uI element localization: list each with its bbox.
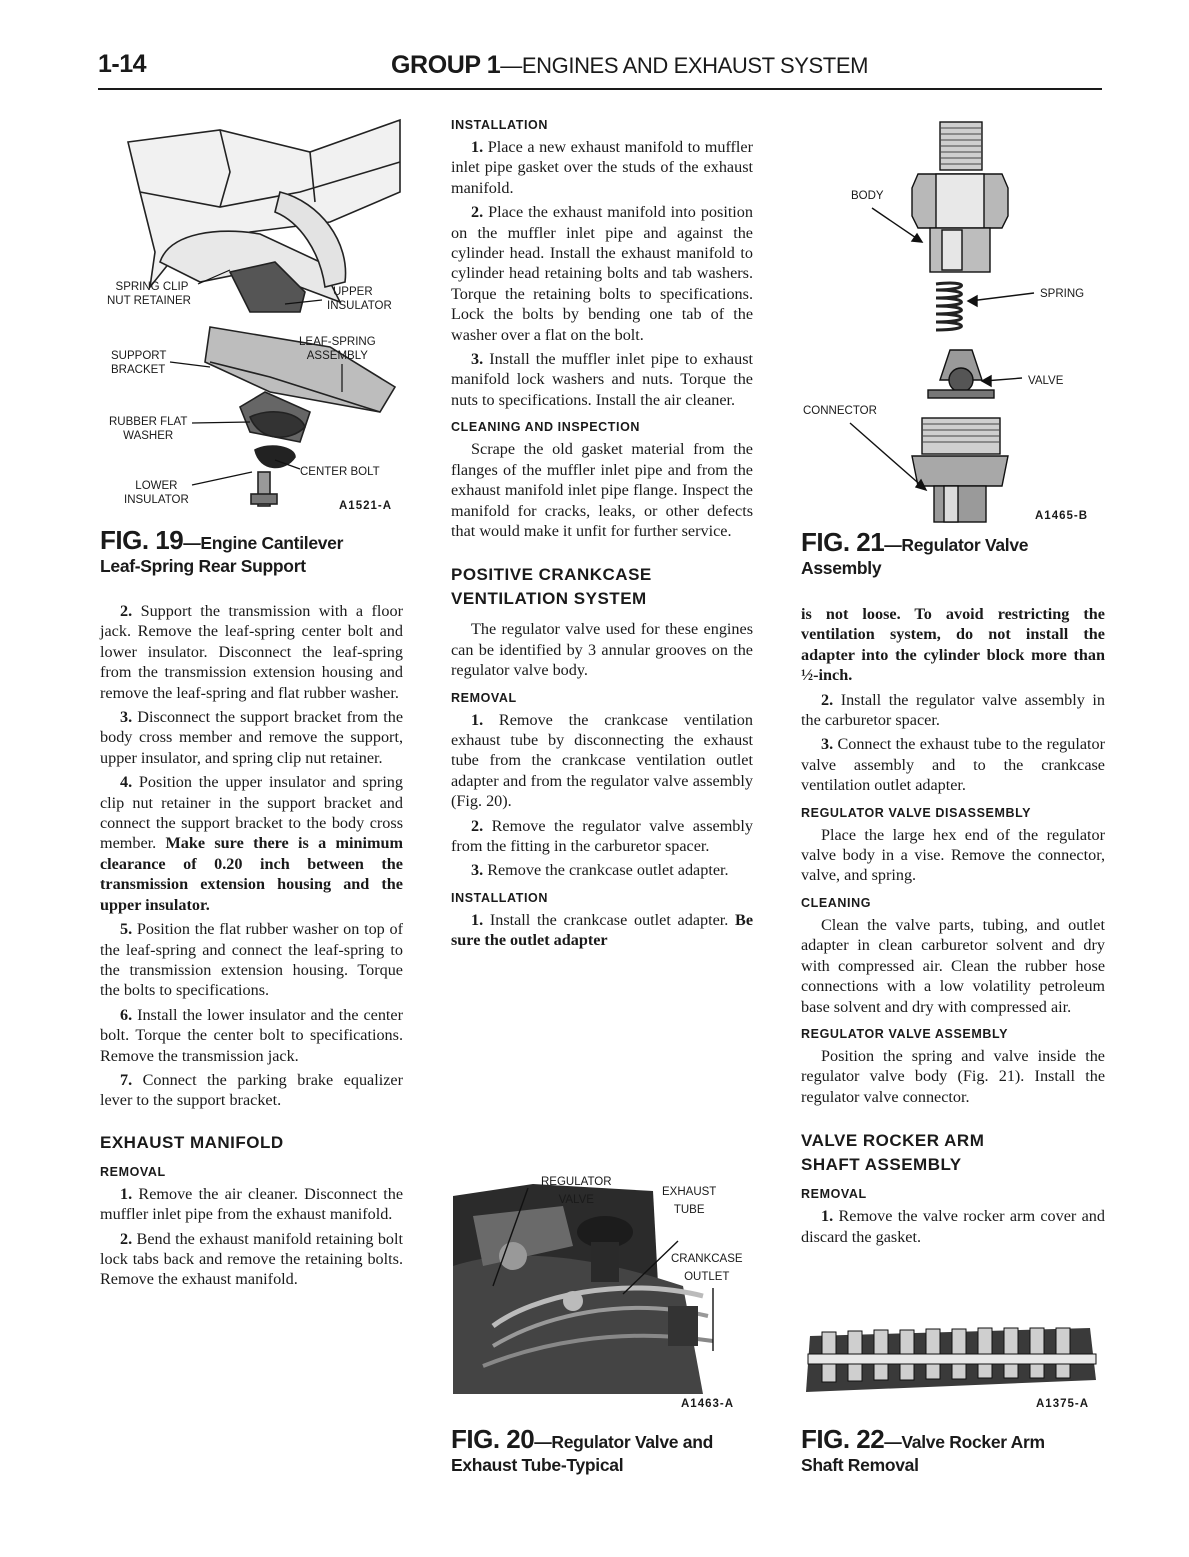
fig20-label-regulator-valve [541, 1175, 612, 1207]
group-subtitle: —ENGINES AND EXHAUST SYSTEM [500, 53, 869, 78]
fig19-number: FIG. 19 [100, 525, 184, 555]
subheading-removal: REMOVAL [451, 690, 517, 705]
paragraph [801, 734, 1105, 795]
step-text: Support the transmission with a floor jack. Remove the leaf-spring center bolt and lower insulator. Disconnect the leaf-spring from the transmission extension housing and remove the leaf-spring and flat rubber washer. [100, 602, 404, 702]
step-text: Place a new exhaust manifold to muffler inlet pipe gasket over the studs of the exhaust manifold. [451, 138, 754, 197]
step-text: Remove the crankcase ventilation exhaust tube by disconnecting the exhaust tube from the crankcase ventilation outlet adapter and from the regulator valve assembly (Fig. 20). [451, 710, 753, 811]
label-line: RUBBER FLAT [109, 416, 188, 428]
paragraph [801, 604, 1105, 686]
paragraph [100, 1070, 403, 1111]
subheading-cleaning-inspection: CLEANING AND INSPECTION [451, 420, 641, 435]
step-text: Install the muffler inlet pipe to exhaust manifold lock washers and nuts. Torque the nuts to specifications. Install the air cleaner. [451, 350, 754, 409]
fig22-photo [800, 1318, 1102, 1398]
step-number: 6. [120, 1005, 133, 1024]
step-number: 2. [471, 203, 484, 222]
fig21-label-valve: VALVE [1028, 375, 1064, 387]
step-number: 1. [471, 138, 484, 156]
paragraph: Scrape the old gasket material from the flanges of the muffler inlet pipe and from the exhaust manifold inlet pipe flange. Inspect the manifold for cracks, leaks, or other defects that would make it unfit for further service. [451, 440, 753, 540]
label-line: LEAF-SPRING [299, 336, 376, 348]
header-rule [98, 88, 1102, 90]
fig19-label-spring-clip [107, 280, 191, 308]
fig20-caption [451, 1424, 771, 1477]
fig19-label-upper-insulator [327, 285, 392, 313]
subheading-cleaning: CLEANING [801, 895, 872, 910]
paragraph [451, 816, 753, 857]
label-line: LOWER [135, 480, 178, 492]
step-text: Connect the parking brake equalizer lever to the support bracket. [100, 1070, 403, 1110]
fig20-caption-line1: —Regulator Valve and [534, 1432, 713, 1452]
column-2-text [451, 114, 753, 955]
label-line: INSULATOR [327, 300, 392, 312]
step-text: Install the lower insulator and the center bolt. Torque the center bolt to specifications. Remove the transmission jack. [100, 1005, 403, 1065]
step-number: 1. [120, 1184, 133, 1203]
fig21-code: A1465-B [1035, 510, 1089, 522]
label-line: UPPER [333, 286, 373, 298]
subheading-valve-disassembly: REGULATOR VALVE DISASSEMBLY [801, 805, 1032, 820]
fig19-label-rubber-washer [109, 415, 187, 443]
label-line: SPRING CLIP [115, 281, 189, 293]
fig22-number: FIG. 22 [801, 1424, 885, 1454]
fig22-caption-line2: Shaft Removal [801, 1455, 919, 1475]
step-text: Install the regulator valve assembly in the carburetor spacer. [801, 690, 1106, 730]
fig21-caption-line1: —Regulator Valve [884, 535, 1029, 555]
heading-line: VENTILATION SYSTEM [451, 589, 647, 609]
step-number: 4. [120, 773, 133, 792]
step-number: 1. [821, 1207, 834, 1226]
fig22-caption-line1: —Valve Rocker Arm [884, 1432, 1045, 1452]
fig20-caption-line2: Exhaust Tube-Typical [451, 1455, 624, 1475]
heading-line: SHAFT ASSEMBLY [801, 1155, 962, 1175]
step-text: Remove the air cleaner. Disconnect the muffler inlet pipe from the exhaust manifold. [100, 1184, 403, 1224]
subheading-removal: REMOVAL [801, 1187, 867, 1202]
heading-line: VALVE ROCKER ARM [801, 1131, 985, 1151]
step-number: 1. [471, 910, 484, 929]
fig19-caption [100, 525, 410, 578]
step-number: 1. [471, 710, 484, 729]
fig20-code: A1463-A [681, 1398, 735, 1410]
label-line: CRANKCASE [671, 1253, 743, 1265]
label-line: WASHER [123, 430, 174, 442]
section-heading-exhaust-manifold: EXHAUST MANIFOLD [100, 1132, 284, 1152]
step-number: 3. [471, 350, 484, 369]
paragraph [451, 137, 753, 198]
label-line: EXHAUST [662, 1186, 717, 1198]
paragraph [100, 601, 403, 703]
step-number: 5. [120, 920, 133, 939]
step-text: Disconnect the support bracket from the body cross member and remove the support, upper insulator, and spring clip nut retainer. [100, 708, 404, 767]
paragraph [801, 690, 1105, 731]
label-line: ASSEMBLY [306, 350, 368, 362]
paragraph [100, 707, 403, 768]
paragraph [100, 772, 403, 915]
fig19-caption-line2: Leaf-Spring Rear Support [100, 556, 306, 576]
fig19-caption-line1: —Engine Cantilever [183, 533, 344, 553]
column-3-text [801, 604, 1105, 1251]
step-number: 2. [821, 690, 834, 709]
fig21-caption [801, 527, 1101, 580]
fig21-label-spring: SPRING [1040, 288, 1085, 300]
label-line: NUT RETAINER [107, 295, 191, 307]
step-warning: Be sure the outlet adapter [451, 910, 754, 950]
paragraph: Place the large hex end of the regulator valve body in a vise. Remove the connector, valve, and spring. [801, 825, 1105, 885]
step-text: Install the crankcase outlet adapter. [489, 910, 729, 929]
paragraph [451, 710, 753, 812]
step-number: 2. [120, 602, 133, 620]
paragraph [100, 1005, 403, 1066]
fig20-label-crankcase-outlet [671, 1252, 743, 1284]
subheading-installation: INSTALLATION [451, 890, 549, 905]
subheading-removal: REMOVAL [100, 1164, 166, 1179]
step-text: Remove the valve rocker arm cover and discard the gasket. [801, 1207, 1105, 1246]
label-line: INSULATOR [124, 494, 189, 506]
heading-line: POSITIVE CRANKCASE [451, 565, 652, 585]
fig22-code: A1375-A [1036, 1398, 1090, 1410]
paragraph [451, 349, 753, 410]
step-text: Connect the exhaust tube to the regulator valve assembly and to the crankcase ventilation outlet adapter. [801, 735, 1105, 795]
fig22-caption [801, 1424, 1101, 1477]
step-number: 3. [120, 708, 133, 727]
step-text: Place the exhaust manifold into position on the muffler inlet pipe and against the cylinder head. Install the exhaust manifold to cylinder head retaining bolts and tab washers. Torque the retaining bolts to specifications. Lock the bolts by bending one tab of the washer over a flat on the bolt. [451, 203, 753, 344]
column-1-text [100, 601, 403, 1294]
step-warning: Make sure there is a minimum clearance of 0.20 inch between the transmission extension housing and the upper insulator. [100, 834, 403, 914]
group-label: GROUP 1 [391, 51, 501, 79]
paragraph [100, 1229, 403, 1290]
fig19-label-lower-insulator [124, 479, 189, 507]
section-heading-rocker-arm [801, 1129, 1105, 1177]
fig19-label-leaf-spring [299, 335, 376, 363]
fig19-label-center-bolt: CENTER BOLT [300, 466, 380, 478]
fig21-label-connector: CONNECTOR [803, 405, 877, 417]
label-line: VALVE [558, 1194, 594, 1206]
step-text: Remove the regulator valve assembly from the fitting in the carburetor spacer. [451, 816, 753, 855]
paragraph [451, 202, 753, 345]
step-text: Bend the exhaust manifold retaining bolt lock tabs back and remove the retaining bolts. Remove the exhaust manifold. [100, 1229, 403, 1289]
step-number: 2. [471, 816, 484, 835]
fig19-code: A1521-A [339, 500, 393, 512]
fig19-illustration [100, 112, 405, 517]
fig21-caption-line2: Assembly [801, 558, 882, 578]
paragraph: Position the spring and valve inside the regulator valve body (Fig. 21). Install the regulator valve connector. [801, 1046, 1105, 1106]
subheading-valve-assembly: REGULATOR VALVE ASSEMBLY [801, 1026, 1009, 1041]
step-text: Position the flat rubber washer on top of the leaf-spring and connect the leaf-spring to the transmission extension housing. Torque the bolts to specifications. [100, 920, 403, 1000]
section-heading-pcv [451, 563, 753, 611]
page-header-title [391, 51, 868, 80]
paragraph [451, 860, 753, 880]
step-text: Position the upper insulator and spring clip nut retainer in the support bracket and connect the support bracket to the body cross member. [100, 773, 403, 853]
fig21-number: FIG. 21 [801, 527, 885, 557]
label-line: OUTLET [684, 1271, 730, 1283]
paragraph [451, 910, 753, 951]
step-number: 2. [120, 1229, 133, 1248]
paragraph: The regulator valve used for these engines can be identified by 3 annular grooves on the regulator valve body. [451, 620, 753, 680]
label-line: BRACKET [111, 364, 166, 376]
paragraph [801, 1206, 1105, 1247]
step-text: Remove the crankcase outlet adapter. [487, 861, 729, 880]
fig19-label-support-bracket [111, 349, 166, 377]
label-line: REGULATOR [541, 1176, 612, 1188]
fig20-number: FIG. 20 [451, 1424, 535, 1454]
label-line: TUBE [673, 1204, 705, 1216]
fig21-label-body: BODY [851, 190, 884, 202]
step-number: 3. [821, 735, 834, 754]
subheading-installation: INSTALLATION [451, 118, 549, 132]
paragraph [100, 919, 403, 1001]
paragraph: Clean the valve parts, tubing, and outlet adapter in clean carburetor solvent and dry with compressed air. Clean the rubber hose connections with a low volatility petroleum base solvent and dry with compressed air. [801, 915, 1105, 1016]
continued-warning: is not loose. To avoid restricting the ventilation system, do not install the adapter into the cylinder block more than ½-inch. [801, 605, 1105, 685]
label-line: SUPPORT [111, 350, 167, 362]
paragraph [100, 1184, 403, 1225]
fig20-label-exhaust-tube [662, 1185, 716, 1217]
step-number: 7. [120, 1070, 133, 1089]
page-number: 1-14 [98, 50, 147, 78]
step-number: 3. [471, 861, 484, 880]
fig21-leader-lines [800, 180, 1100, 510]
